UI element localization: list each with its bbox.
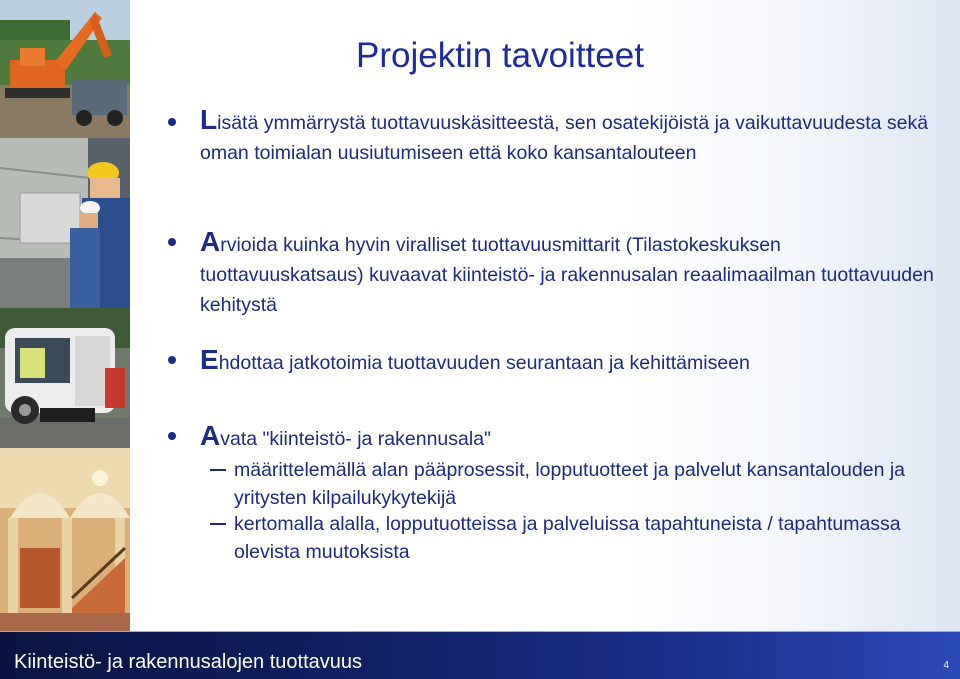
bullet-item-1 xyxy=(168,106,928,196)
construction-workers-photo xyxy=(0,138,130,308)
bullet-text xyxy=(200,106,940,168)
bullet-initial: A xyxy=(200,420,221,451)
sub-item-text: kertomalla alalla, lopputuotteissa ja palveluissa tapahtuneista / tapahtumassa olevista muutoksista xyxy=(234,513,901,563)
slide-title: Projektin tavoitteet xyxy=(356,36,644,75)
street-sweeper-photo xyxy=(0,308,130,448)
sub-item-text: määrittelemällä alan pääprosessit, lopputuotteet ja palvelut kansantalouden ja yritysten kilpailukykytekijä xyxy=(234,459,906,509)
bullet-rest: isätä ymmärrystä tuottavuuskäsitteestä, sen osatekijöistä ja vaikuttavuudesta sekä oman toimialan uusiutumiseen että koko kansantalouteen xyxy=(200,112,929,164)
dash-icon xyxy=(210,469,226,471)
footer-title: Kiinteistö- ja rakennusalojen tuottavuus xyxy=(14,651,362,673)
dash-icon xyxy=(210,523,226,525)
bullet-dot-icon xyxy=(168,118,176,126)
bullet-rest: rvioida kuinka hyvin viralliset tuottavuusmittarit (Tilastokeskuksen tuottavuuskatsaus) kuvaavat kiinteistö- ja rakennusalan reaalimaailman tuottavuuden kehitystä xyxy=(200,234,934,316)
staircase-interior-photo xyxy=(0,448,130,632)
bullet-rest: hdottaa jatkotoimia tuottavuuden seurantaan ja kehittämiseen xyxy=(218,352,750,374)
sub-item-2 xyxy=(210,510,930,568)
bullet-text xyxy=(200,422,940,454)
excavator-photo xyxy=(0,0,130,138)
bullet-initial: E xyxy=(200,344,219,375)
bullet-initial: L xyxy=(200,104,218,135)
bullet-dot-icon xyxy=(168,356,176,364)
bullet-dot-icon xyxy=(168,238,176,246)
bullet-initial: A xyxy=(200,226,221,257)
bullet-dot-icon xyxy=(168,432,176,440)
bullet-item-4 xyxy=(168,422,928,454)
photo-strip xyxy=(0,0,130,632)
bullet-item-2 xyxy=(168,226,934,318)
bullet-item-3 xyxy=(168,346,928,378)
bullet-rest: vata "kiinteistö- ja rakennusala" xyxy=(220,428,491,450)
bullet-text xyxy=(200,346,940,378)
sub-item-1 xyxy=(210,456,930,514)
bullet-text xyxy=(200,228,940,320)
page-number: 4 xyxy=(943,660,949,671)
